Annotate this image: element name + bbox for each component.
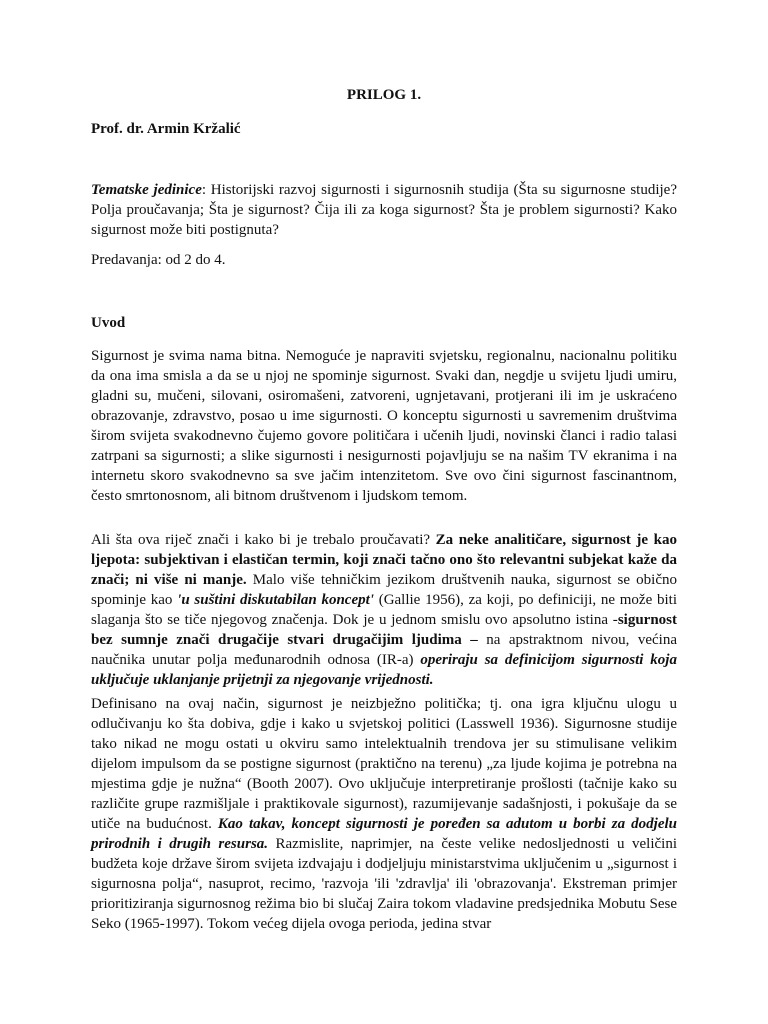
section-title: Uvod xyxy=(91,315,126,331)
paragraph-1-text: Sigurnost je svima nama bitna. Nemoguće je napraviti svjetsku, regionalnu, nacionalnu politiku da ona ima smisla a da se u njoj ne spominje sigurnost. Svaki dan, negdje u svijetu ljudi umiru, gladni su, mučeni, silovani, osiromašeni, zatvoreni, ugnjetavani, protjerani ili im je uskraćeno obrazovanje, zdravstvo, posao u ime sigurnosti. O konceptu sigurnosti u savremenim društvima širom svijeta svakodnevno čujemo govore političara i učenih ljudi, novinski članci i radio talasi zatrpani sa sigurnosti; a slike sigurnosti i nesigurnosti pojavljuju se na našim TV ekranima i na internetu skoro svakodnevno sa sve jačim intenzitetom. Sve ovo čini sigurnost fascinantnom, često smrtonosnom, ali bitnom društvenom i ljudskom temom. xyxy=(91,348,677,504)
p2-segment-8: operiraju sa definicijom sigurnosti koja uključuje uklanjanje prijetnji za njegovanje vrijednosti. xyxy=(91,652,677,688)
paragraph-2 xyxy=(91,530,677,690)
topics-label: Tematske jedinice xyxy=(91,182,202,198)
document-title: PRILOG 1. xyxy=(346,87,422,103)
topics-paragraph xyxy=(91,180,677,240)
p2-segment-2: Za neke analitičare, sigurnost je kao ljepota: subjektivan i elastičan termin, koji znači tačno ono što relevantni subjekat kaže da znači; ni više ni manje. xyxy=(91,532,677,588)
p2-segment-5: (Gallie 1956), za koji, po definiciji, ne može biti slaganja što se tiče njegovog značenja. Dok je u jednom smislu ovo apsolutno istina - xyxy=(91,592,677,628)
author-name: Prof. dr. Armin Kržalić xyxy=(91,121,241,137)
p3-segment-2: Kao takav, koncept sigurnosti je poređen sa adutom u borbi za dodjelu prirodnih i drugih resursa. xyxy=(91,816,677,852)
paragraph-3 xyxy=(91,694,677,934)
p2-segment-1: Ali šta ova riječ znači i kako bi je trebalo proučavati? xyxy=(91,532,436,548)
p2-segment-7: na apstraktnom nivou, većina naučnika unutar polja međunarodnih odnosa (IR-a) xyxy=(91,632,677,668)
p2-segment-6: sigurnost bez sumnje znači drugačije stvari drugačijim ljudima – xyxy=(91,612,677,648)
p3-segment-1: Definisano na ovaj način, sigurnost je neizbježno politička; tj. ona igra ključnu ulogu u odlučivanju ko šta dobiva, gdje i kako u svjetskoj politici (Lasswell 1936). Sigurnosne studije tako nikad ne mogu ostati u okviru samo intelektualnih trendova jer su stimulisane velikim dijelom impulsom da se postigne sigurnost (praktično na terenu) „za ljude kojima je potrebna na mjestima gdje je nužna“ (Booth 2007). Ovo uključuje interpretiranje prošlosti (tačnije kako su različite grupe razmišljale i praktikovale sigurnost), razumijevanje sadašnjosti, i pokušaje da se utiče na budućnost. xyxy=(91,696,677,832)
lectures-text: Predavanja: od 2 do 4. xyxy=(91,252,226,268)
p2-segment-3: Malo više tehničkim jezikom društvenih nauka, sigurnost se obično spominje kao xyxy=(91,572,677,608)
lectures-line xyxy=(91,250,677,270)
p3-segment-3: Razmislite, naprimjer, na česte velike nedosljednosti u veličini budžeta koje države širom svijeta izdvajaju i dodjeljuju ministarstvima uključenim u „sigurnost i sigurnosna polja“, nasuprot, recimo, 'razvoja 'ili 'zdravlja' ili 'obrazovanja'. Ekstreman primjer prioritiziranja sigurnosnog režima bio bi slučaj Zaira tokom vladavine predsjednika Mobutu Sese Seko (1965-1997). Tokom većeg dijela ovoga perioda, jedina stvar xyxy=(91,836,677,932)
topics-text: : Historijski razvoj sigurnosti i sigurnosnih studija (Šta su sigurnosne studije? Polja proučavanja; Šta je sigurnost? Čija ili za koga sigurnost? Šta je problem sigurnosti? Kako sigurnost može biti postignuta? xyxy=(91,182,677,238)
p2-segment-4: 'u suštini diskutabilan koncept' xyxy=(177,592,374,608)
paragraph-1 xyxy=(91,346,677,506)
